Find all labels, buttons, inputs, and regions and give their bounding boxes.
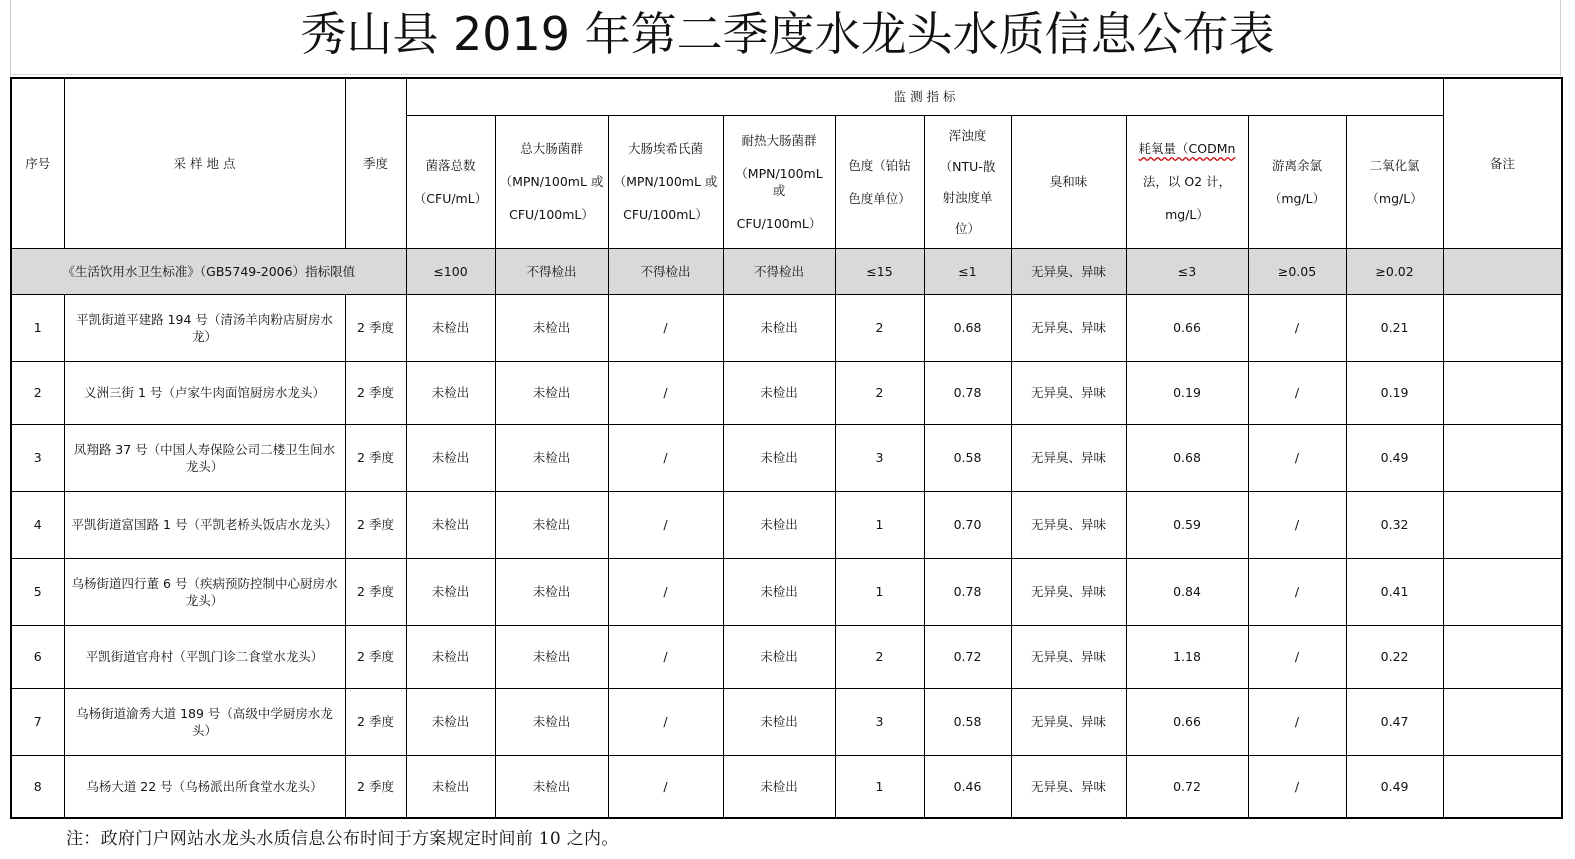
row-location: 凤翔路 37 号（中国人寿保险公司二楼卫生间水龙头） — [64, 424, 345, 491]
header-monitor-group: 监 测 指 标 — [406, 78, 1443, 115]
row-value: 0.66 — [1126, 294, 1248, 361]
header-note: 备注 — [1443, 78, 1562, 248]
row-season: 2 季度 — [345, 294, 406, 361]
header-indicator-line: CFU/100mL） — [736, 215, 822, 231]
standard-value: 不得检出 — [495, 248, 608, 294]
header-indicator-line: 位） — [954, 220, 980, 236]
row-value: 0.47 — [1346, 688, 1443, 755]
header-indicator-line: （CFU/mL） — [413, 190, 488, 206]
row-value: 0.66 — [1126, 688, 1248, 755]
row-value: 未检出 — [723, 361, 835, 424]
row-value: 未检出 — [406, 361, 495, 424]
row-value: 0.72 — [924, 625, 1011, 688]
row-value: 2 — [835, 294, 924, 361]
row-value: / — [608, 755, 723, 818]
row-value: 0.19 — [1346, 361, 1443, 424]
header-indicator-line: 耐热大肠菌群 — [741, 132, 817, 148]
standard-value: 不得检出 — [608, 248, 723, 294]
row-value: 未检出 — [495, 625, 608, 688]
row-season: 2 季度 — [345, 424, 406, 491]
row-value: / — [1248, 688, 1346, 755]
row-value: 0.72 — [1126, 755, 1248, 818]
row-note — [1443, 424, 1562, 491]
row-note — [1443, 558, 1562, 625]
row-value: 2 — [835, 361, 924, 424]
row-value: / — [608, 491, 723, 558]
row-value: 3 — [835, 424, 924, 491]
row-value: 0.58 — [924, 424, 1011, 491]
row-value: / — [1248, 294, 1346, 361]
header-indicator — [924, 115, 1011, 248]
header-indicator — [1126, 115, 1248, 248]
header-indicator-line: 浑浊度 — [948, 127, 987, 143]
header-indicator-line: 菌落总数 — [425, 157, 476, 173]
standard-value: ≤100 — [406, 248, 495, 294]
row-value: 未检出 — [495, 491, 608, 558]
row-value: / — [1248, 491, 1346, 558]
header-indicator — [1248, 115, 1346, 248]
page-title: 秀山县 2019 年第二季度水龙头水质信息公布表 — [300, 7, 1275, 61]
row-value: 未检出 — [495, 294, 608, 361]
row-season: 2 季度 — [345, 491, 406, 558]
row-season: 2 季度 — [345, 625, 406, 688]
row-note — [1443, 361, 1562, 424]
row-value: 未检出 — [495, 558, 608, 625]
row-value: 未检出 — [406, 688, 495, 755]
row-location: 平凯街道富国路 1 号（平凯老桥头饭店水龙头） — [64, 491, 345, 558]
row-value: / — [1248, 424, 1346, 491]
row-value: 无异臭、异味 — [1011, 688, 1126, 755]
table-row — [11, 755, 1562, 818]
row-value: 未检出 — [406, 558, 495, 625]
row-season: 2 季度 — [345, 558, 406, 625]
row-value: 1 — [835, 558, 924, 625]
row-index: 8 — [11, 755, 64, 818]
row-index: 4 — [11, 491, 64, 558]
row-index: 6 — [11, 625, 64, 688]
row-index: 3 — [11, 424, 64, 491]
header-indicator-line: 二氧化氯 — [1369, 157, 1420, 173]
water-quality-table — [10, 77, 1563, 819]
row-value: 1.18 — [1126, 625, 1248, 688]
row-location: 乌杨大道 22 号（乌杨派出所食堂水龙头） — [64, 755, 345, 818]
row-value: 无异臭、异味 — [1011, 558, 1126, 625]
header-indicator — [406, 115, 495, 248]
header-indicator — [495, 115, 608, 248]
row-value: 0.19 — [1126, 361, 1248, 424]
row-value: / — [1248, 361, 1346, 424]
row-value: 无异臭、异味 — [1011, 491, 1126, 558]
row-index: 2 — [11, 361, 64, 424]
row-value: 0.41 — [1346, 558, 1443, 625]
row-value: 2 — [835, 625, 924, 688]
row-value: 0.68 — [1126, 424, 1248, 491]
row-value: 未检出 — [495, 361, 608, 424]
row-location: 义洲三街 1 号（卢家牛肉面馆厨房水龙头） — [64, 361, 345, 424]
header-indicator — [608, 115, 723, 248]
standard-value: ≤1 — [924, 248, 1011, 294]
row-index: 7 — [11, 688, 64, 755]
footnote: 注：政府门户网站水龙头水质信息公布时间于方案规定时间前 10 之内。 — [66, 829, 619, 849]
table-row — [11, 424, 1562, 491]
row-value: 未检出 — [723, 755, 835, 818]
row-value: 未检出 — [406, 294, 495, 361]
row-value: 1 — [835, 491, 924, 558]
standard-value: ≤15 — [835, 248, 924, 294]
row-value: 0.22 — [1346, 625, 1443, 688]
row-note — [1443, 625, 1562, 688]
row-value: 0.70 — [924, 491, 1011, 558]
row-value: / — [1248, 625, 1346, 688]
header-indicator-line: 色度单位） — [848, 190, 911, 206]
table-row — [11, 625, 1562, 688]
standard-label: 《生活饮用水卫生标准》（GB5749-2006）指标限值 — [11, 248, 406, 294]
table-row — [11, 361, 1562, 424]
row-value: 未检出 — [723, 558, 835, 625]
standard-value: 无异臭、异味 — [1011, 248, 1126, 294]
header-indicator-line: （mg/L） — [1268, 190, 1326, 206]
standard-value: ≥0.02 — [1346, 248, 1443, 294]
row-value: 无异臭、异味 — [1011, 294, 1126, 361]
row-value: / — [1248, 558, 1346, 625]
header-indicator — [835, 115, 924, 248]
standard-value: ≥0.05 — [1248, 248, 1346, 294]
header-indicator — [723, 115, 835, 248]
row-value: 3 — [835, 688, 924, 755]
header-indicator-line: 耗氧量（CODMn — [1138, 141, 1236, 156]
row-value: 0.68 — [924, 294, 1011, 361]
header-indicator-line: mg/L） — [1165, 207, 1209, 222]
row-value: 0.78 — [924, 361, 1011, 424]
header-indicator-line: （MPN/100mL 或 — [499, 174, 604, 189]
row-value: 未检出 — [495, 755, 608, 818]
row-value: 0.46 — [924, 755, 1011, 818]
row-season: 2 季度 — [345, 755, 406, 818]
row-value: 未检出 — [495, 688, 608, 755]
standard-limit-row — [11, 248, 1562, 294]
row-value: / — [608, 294, 723, 361]
row-value: / — [1248, 755, 1346, 818]
row-value: 0.78 — [924, 558, 1011, 625]
row-value: / — [608, 361, 723, 424]
row-value: 未检出 — [723, 625, 835, 688]
row-value: 未检出 — [723, 424, 835, 491]
row-value: 未检出 — [723, 688, 835, 755]
row-value: 0.32 — [1346, 491, 1443, 558]
header-indicator-line: 游离余氯 — [1271, 157, 1322, 173]
header-indicator-line: （MPN/100mL 或 — [613, 174, 718, 189]
row-value: 未检出 — [406, 755, 495, 818]
header-indicator — [1011, 115, 1126, 248]
header-indicator-line: 色度（铂钴 — [848, 157, 911, 173]
header-index: 序号 — [11, 78, 64, 248]
header-indicator-line: （NTU-散 — [939, 158, 996, 174]
row-value: 无异臭、异味 — [1011, 424, 1126, 491]
row-value: 无异臭、异味 — [1011, 625, 1126, 688]
header-indicator-line: CFU/100mL） — [509, 207, 594, 222]
row-value: 未检出 — [406, 625, 495, 688]
row-value: 无异臭、异味 — [1011, 361, 1126, 424]
row-note — [1443, 688, 1562, 755]
row-value: 未检出 — [406, 491, 495, 558]
row-note — [1443, 294, 1562, 361]
table-row — [11, 558, 1562, 625]
header-indicator — [1346, 115, 1443, 248]
table-row — [11, 688, 1562, 755]
standard-value: ≤3 — [1126, 248, 1248, 294]
row-location: 乌杨街道渝秀大道 189 号（高级中学厨房水龙头） — [64, 688, 345, 755]
row-index: 5 — [11, 558, 64, 625]
row-value: 未检出 — [723, 294, 835, 361]
table-row — [11, 491, 1562, 558]
header-indicator-line: （mg/L） — [1366, 190, 1423, 206]
row-value: 未检出 — [723, 491, 835, 558]
header-indicator-line: 总大肠菌群 — [520, 141, 583, 156]
row-value: 1 — [835, 755, 924, 818]
header-indicator-line: 臭和味 — [1049, 174, 1088, 189]
row-location: 乌杨街道四行董 6 号（疾病预防控制中心厨房水龙头） — [64, 558, 345, 625]
row-location: 平凯街道平建路 194 号（清汤羊肉粉店厨房水龙） — [64, 294, 345, 361]
row-note — [1443, 755, 1562, 818]
header-indicator-line: 大肠埃希氏菌 — [627, 141, 703, 156]
row-value: 0.21 — [1346, 294, 1443, 361]
row-value: / — [608, 424, 723, 491]
row-value: 无异臭、异味 — [1011, 755, 1126, 818]
title-divider — [10, 74, 1561, 75]
row-value: 0.59 — [1126, 491, 1248, 558]
row-value: 0.49 — [1346, 755, 1443, 818]
row-season: 2 季度 — [345, 361, 406, 424]
row-season: 2 季度 — [345, 688, 406, 755]
header-season: 季度 — [345, 78, 406, 248]
row-note — [1443, 491, 1562, 558]
header-indicator-line: 射浊度单 — [942, 189, 993, 205]
row-value: 0.49 — [1346, 424, 1443, 491]
header-indicator-line: CFU/100mL） — [623, 207, 708, 222]
standard-note — [1443, 248, 1562, 294]
table-row — [11, 294, 1562, 361]
row-value: 0.58 — [924, 688, 1011, 755]
row-value: 未检出 — [406, 424, 495, 491]
header-indicator-line: （MPN/100mL 或 — [735, 165, 823, 198]
header-location: 采 样 地 点 — [64, 78, 345, 248]
row-index: 1 — [11, 294, 64, 361]
row-value: 未检出 — [495, 424, 608, 491]
standard-value: 不得检出 — [723, 248, 835, 294]
row-location: 平凯街道官舟村（平凯门诊二食堂水龙头） — [64, 625, 345, 688]
header-row-group — [11, 78, 1562, 115]
row-value: / — [608, 688, 723, 755]
header-indicator-line: 法，以 O2 计， — [1142, 174, 1232, 189]
row-value: / — [608, 558, 723, 625]
row-value: / — [608, 625, 723, 688]
row-value: 0.84 — [1126, 558, 1248, 625]
